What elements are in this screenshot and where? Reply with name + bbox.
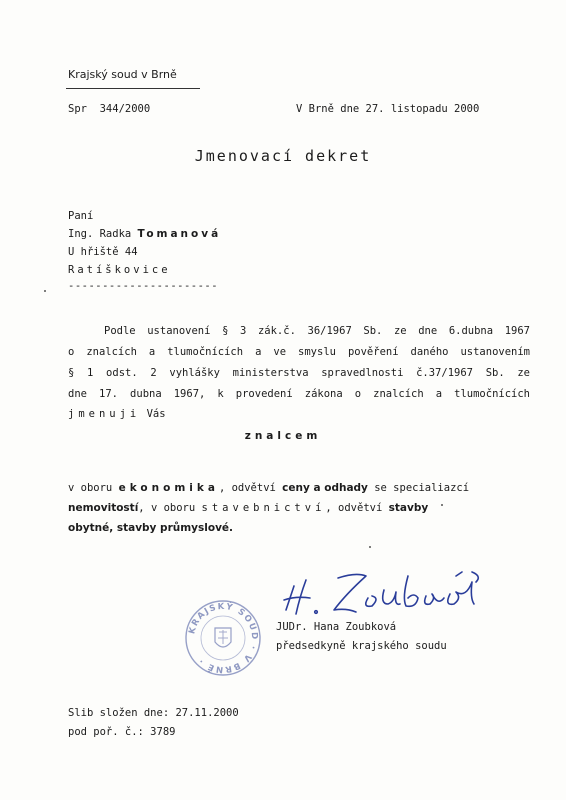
registry-number: pod poř. č.: 3789	[68, 726, 176, 738]
place-date: V Brně dne 27. listopadu 2000	[296, 103, 480, 115]
oath-date: Slib složen dne: 27.11.2000	[68, 707, 239, 719]
appointment-role: znalcem	[244, 430, 322, 442]
specialization: nemovitostí	[68, 502, 139, 514]
signer-name: JUDr. Hana Zoubková	[276, 621, 397, 633]
court-stamp	[183, 598, 263, 678]
field: ekonomika	[118, 482, 219, 494]
speck	[441, 504, 443, 506]
branch: ceny a odhady	[282, 482, 368, 494]
address-underline: ----------------------	[68, 280, 219, 292]
stamp-text: KRAJSKÝ SOUD · V BRNĚ ·	[187, 601, 260, 675]
name-prefix: Ing. Radka	[68, 228, 132, 240]
spec-line	[68, 502, 428, 514]
body-line-4: dne 17. dubna 1967, k provedení zákona o znalcích a tlumočnících	[68, 388, 530, 400]
field-intro: v oboru	[68, 482, 113, 494]
branch2-intro: , odvětví	[325, 502, 383, 514]
salutation: Paní	[68, 210, 94, 222]
appoint-line	[68, 408, 166, 420]
branch2-continued: obytné, stavby průmyslové.	[68, 522, 234, 534]
signature-text: H. Zoubková	[276, 568, 283, 569]
branch-intro: , odvětví	[218, 482, 276, 494]
addressee-name	[68, 228, 221, 240]
reference-number: Spr 344/2000	[68, 103, 151, 115]
body-line-2: o znalcích a tlumočnících a ve smyslu pověření daného ustanovením	[68, 346, 530, 358]
spec-intro: se specialiazcí	[374, 482, 470, 494]
field2-intro: , v oboru	[138, 502, 196, 514]
handwritten-signature	[276, 568, 496, 620]
branch2: stavby	[388, 502, 429, 514]
city	[68, 264, 171, 276]
surname: Tomanová	[137, 228, 222, 240]
appoint-object: Vás	[146, 408, 166, 420]
street: U hřiště 44	[68, 246, 138, 258]
court-underline	[66, 88, 200, 89]
signer-role: předsedkyně krajského soudu	[276, 640, 447, 652]
city-name: Ratíškovice	[68, 264, 171, 276]
body-line-1: Podle ustanovení § 3 zák.č. 36/1967 Sb. ze dne 6.dubna 1967	[104, 325, 530, 337]
court-name: Krajský soud v Brně	[68, 68, 177, 81]
speck	[369, 546, 371, 548]
field-line	[68, 482, 469, 494]
document-title: Jmenovací dekret	[194, 147, 372, 165]
appoint-word: jmenuji	[68, 408, 141, 420]
field2: stavebnictví	[201, 502, 326, 514]
speck	[44, 290, 46, 292]
body-line-3: § 1 odst. 2 vyhlášky ministerstva spravedlnosti č.37/1967 Sb. ze	[68, 367, 530, 379]
